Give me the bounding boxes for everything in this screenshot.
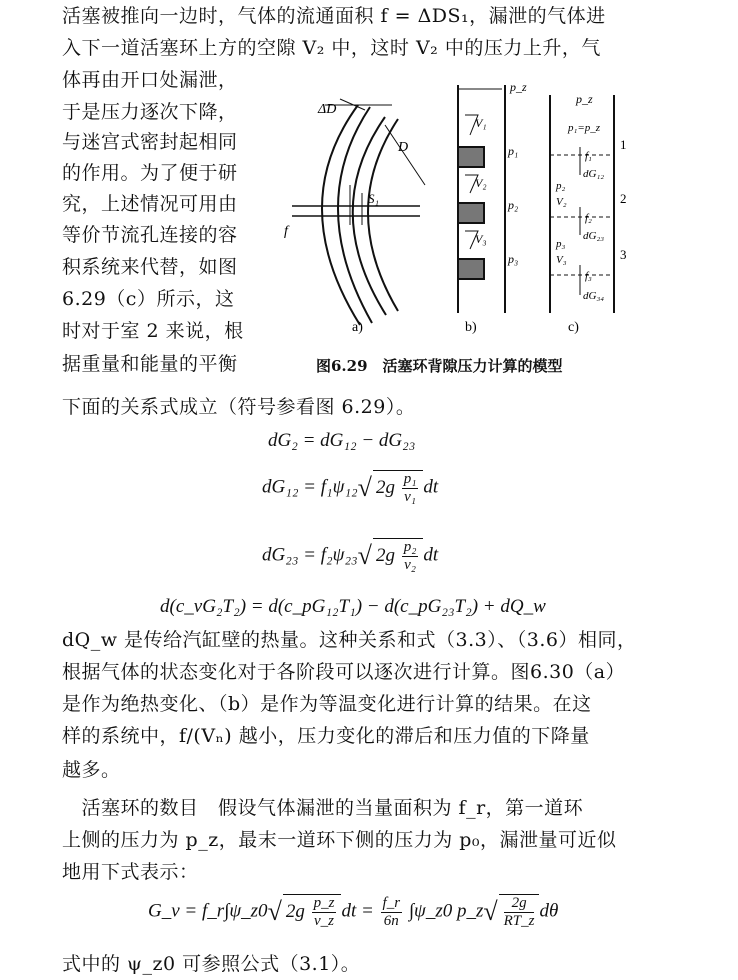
figure-a-piston-ring: [292, 99, 425, 325]
label-f2: f₂: [585, 212, 592, 224]
text-line: 地用下式表示：: [62, 861, 199, 883]
label-a: a): [352, 320, 363, 335]
text-line: 6.29（c）所示，这: [62, 288, 235, 310]
label-chamber-3: 3: [620, 247, 627, 262]
label-f3: f₃: [585, 270, 592, 282]
label-pz-b: p_z: [510, 80, 527, 94]
label-f: f: [284, 224, 288, 239]
label-v3: V₃: [475, 232, 487, 246]
equation-2: dG₁₂ = f₁ψ₁₂√ 2g $\frac{\text{p₁}}{\text{v₁}}$ dt: [262, 471, 439, 505]
label-v2-c: V₂: [556, 196, 567, 208]
text-line: 与迷宫式密封起相同: [62, 131, 238, 153]
text-line: 式中的 ψ_z0 可参照公式（3.1）。: [62, 953, 361, 975]
label-chamber-2: 2: [620, 191, 627, 206]
equation-4: d(c_vG₂T₂) = d(c_pG₁₂T₁) − d(c_pG₂₃T₂) + dQ_w: [160, 596, 546, 617]
text-line: 积系统来代替，如图: [62, 256, 238, 278]
text-line: 活塞环的数目 假设气体漏泄的当量面积为 f_r，第一道环: [62, 797, 584, 819]
label-delta-d: ΔD: [318, 102, 337, 117]
label-d: D: [398, 140, 409, 155]
text-line: 上侧的压力为 p_z，最末一道环下侧的压力为 p₀，漏泄量可近似: [62, 829, 617, 851]
label-dg12: dG₁₂: [583, 168, 605, 180]
label-v3-c: V₃: [556, 254, 567, 266]
equation-leakage: G_v = f_r∫ψ_z0√ 2g $\frac{p\_z}{v\_z}$ dt = $\frac{f\_r}{6n}$ ∫ψ_z0 p_z√ $\frac{2g}{RT\_z}$ dθ: [148, 894, 559, 929]
label-v2: V₂: [475, 176, 487, 190]
equation-1: dG₂ = dG₁₂ − dG₂₃: [268, 430, 416, 451]
label-dg23: dG₂₃: [583, 230, 605, 242]
label-pz-c: p_z: [576, 92, 593, 106]
text-line: 越多。: [62, 759, 121, 781]
text-line: 据重量和能量的平衡: [62, 353, 238, 375]
text-line: 下面的关系式成立（符号参看图 6.29）。: [62, 396, 416, 418]
text-line: 是作为绝热变化、（b）是作为等温变化进行计算的结果。在这: [62, 693, 592, 715]
label-p3-c: p₃: [556, 238, 566, 250]
figure-6-29: [280, 75, 660, 345]
equation-3: dG₂₃ = f₂ψ₂₃√ 2g $\frac{\text{p₂}}{\text{v₂}}$ dt: [262, 539, 439, 573]
label-b: b): [465, 320, 477, 335]
label-f1: f₁: [585, 150, 592, 162]
label-dg34: dG₃₄: [583, 290, 605, 302]
label-p3: p₃: [508, 252, 519, 266]
text-line: 样的系统中，f/(Vₙ) 越小，压力变化的滞后和压力值的下降量: [62, 725, 590, 747]
text-line: 于是压力逐次下降，: [62, 101, 238, 123]
figure-caption: 图6.29 活塞环背隙压力计算的模型: [316, 357, 563, 375]
text-line: 的作用。为了便于研: [62, 162, 238, 184]
label-c: c): [568, 320, 579, 335]
label-p2: p₂: [508, 198, 519, 212]
text-line: 时对于室 2 来说，根: [62, 320, 244, 342]
label-chamber-1: 1: [620, 137, 627, 152]
text-line: 入下一道活塞环上方的空隙 V₂ 中，这时 V₂ 中的压力上升，气: [62, 37, 601, 59]
label-p2-c: p₂: [556, 180, 566, 192]
text-line: 等价节流孔连接的容: [62, 224, 238, 246]
text-line: 根据气体的状态变化对于各阶段可以逐次进行计算。图6.30（a）: [62, 661, 626, 683]
text-line: 究，上述情况可用由: [62, 193, 238, 215]
label-v1: V₁: [475, 116, 487, 130]
text-line: dQ_w 是传给汽缸壁的热量。这种关系和式（3.3）、（3.6）相同，: [62, 629, 637, 651]
label-s1: S₁: [368, 191, 380, 206]
label-p1: p₁: [508, 144, 519, 158]
text-line: 活塞被推向一边时，气体的流通面积 f = ΔDS₁，漏泄的气体进: [62, 5, 606, 27]
label-p1-eq-pz: p₁=p_z: [568, 122, 601, 134]
text-line: 体再由开口处漏泄，: [62, 69, 238, 91]
